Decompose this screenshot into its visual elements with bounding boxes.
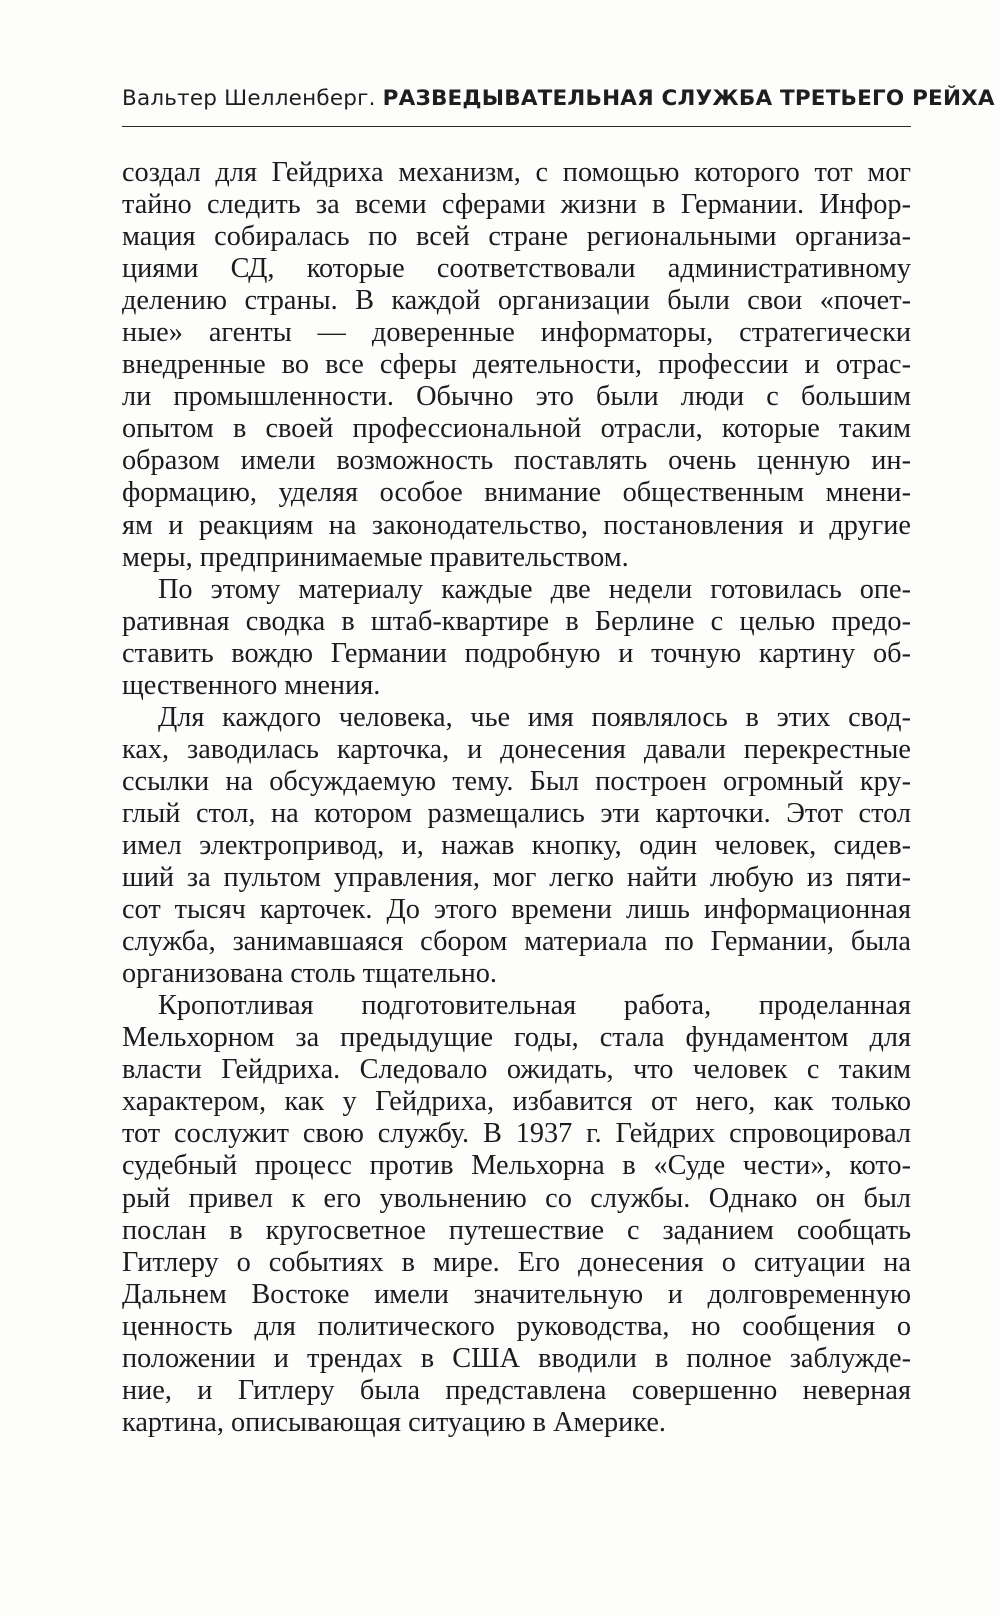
- text-line: циями СД, которые соответствовали административному: [122, 253, 911, 285]
- text-line: характером, как у Гейдриха, избавится от него, как только: [122, 1086, 911, 1118]
- text-line: тайно следить за всеми сферами жизни в Германии. Инфор-: [122, 189, 911, 221]
- text-line: ках, заводилась карточка, и донесения давали перекрестные: [122, 733, 911, 765]
- text-line: ценность для политического руководства, но сообщения о: [122, 1310, 911, 1342]
- text-line: ставить вождю Германии подробную и точную картину об-: [122, 637, 911, 669]
- body-text: [122, 157, 911, 1439]
- text-line: имел электропривод, и, нажав кнопку, один человек, сидев-: [122, 829, 911, 861]
- text-line: ший за пультом управления, мог легко найти любую из пяти-: [122, 862, 911, 894]
- text-line: ние, и Гитлеру была представлена совершенно неверная: [122, 1374, 911, 1406]
- text-line: служба, занимавшаяся сбором материала по Германии, была: [122, 926, 911, 958]
- text-line: глый стол, на котором размещались эти карточки. Этот стол: [122, 797, 911, 829]
- header-author: Вальтер Шелленберг.: [122, 86, 376, 111]
- text-line: меры, предпринимаемые правительством.: [122, 541, 629, 573]
- text-line: Кропотливая подготовительная работа, проделанная: [158, 990, 911, 1022]
- text-line: Мельхорном за предыдущие годы, стала фундаментом для: [122, 1022, 911, 1054]
- text-line: Гитлеру о событиях в мире. Его донесения о ситуации на: [122, 1246, 911, 1278]
- text-line: Для каждого человека, чье имя появлялось в этих свод-: [158, 701, 911, 733]
- text-line: власти Гейдриха. Следовало ожидать, что человек с таким: [122, 1054, 911, 1086]
- text-line: ям и реакциям на законодательство, постановления и другие: [122, 509, 911, 541]
- header-book-title: РАЗВЕДЫВАТЕЛЬНАЯ СЛУЖБА ТРЕТЬЕГО РЕЙХА: [382, 86, 995, 111]
- text-line: рый привел к его увольнению со службы. Однако он был: [122, 1182, 911, 1214]
- text-line: послан в кругосветное путешествие с заданием сообщать: [122, 1214, 911, 1246]
- text-line: щественного мнения.: [122, 669, 381, 701]
- text-line: картина, описывающая ситуацию в Америке.: [122, 1406, 666, 1438]
- text-line: ративная сводка в штаб-квартире в Берлине с целью предо-: [122, 605, 911, 637]
- text-line: ные» агенты — доверенные информаторы, стратегически: [122, 317, 911, 349]
- running-header: [122, 86, 995, 111]
- text-line: внедренные во все сферы деятельности, профессии и отрас-: [122, 349, 911, 381]
- text-line: По этому материалу каждые две недели готовилась опе-: [158, 573, 911, 605]
- text-line: ссылки на обсуждаемую тему. Был построен огромный кру-: [122, 765, 911, 797]
- text-line: делению страны. В каждой организации были свои «почет-: [122, 285, 911, 317]
- text-line: организована столь тщательно.: [122, 958, 497, 990]
- text-line: образом имели возможность поставлять очень ценную ин-: [122, 445, 911, 477]
- text-line: сот тысяч карточек. До этого времени лишь информационная: [122, 894, 911, 926]
- text-line: мация собиралась по всей стране региональными организа-: [122, 221, 911, 253]
- text-line: ли промышленности. Обычно это были люди с большим: [122, 381, 911, 413]
- text-line: тот сослужит свою службу. В 1937 г. Гейдрих спровоцировал: [122, 1118, 911, 1150]
- text-line: формацию, уделяя особое внимание общественным мнени-: [122, 477, 911, 509]
- header-rule: [122, 126, 911, 127]
- text-line: Дальнем Востоке имели значительную и долговременную: [122, 1278, 911, 1310]
- text-line: создал для Гейдриха механизм, с помощью которого тот мог: [122, 157, 911, 188]
- text-line: опытом в своей профессиональной отрасли, которые таким: [122, 413, 911, 445]
- text-line: судебный процесс против Мельхорна в «Суде чести», кото-: [122, 1150, 911, 1182]
- text-line: положении и трендах в США вводили в полное заблужде-: [122, 1342, 911, 1374]
